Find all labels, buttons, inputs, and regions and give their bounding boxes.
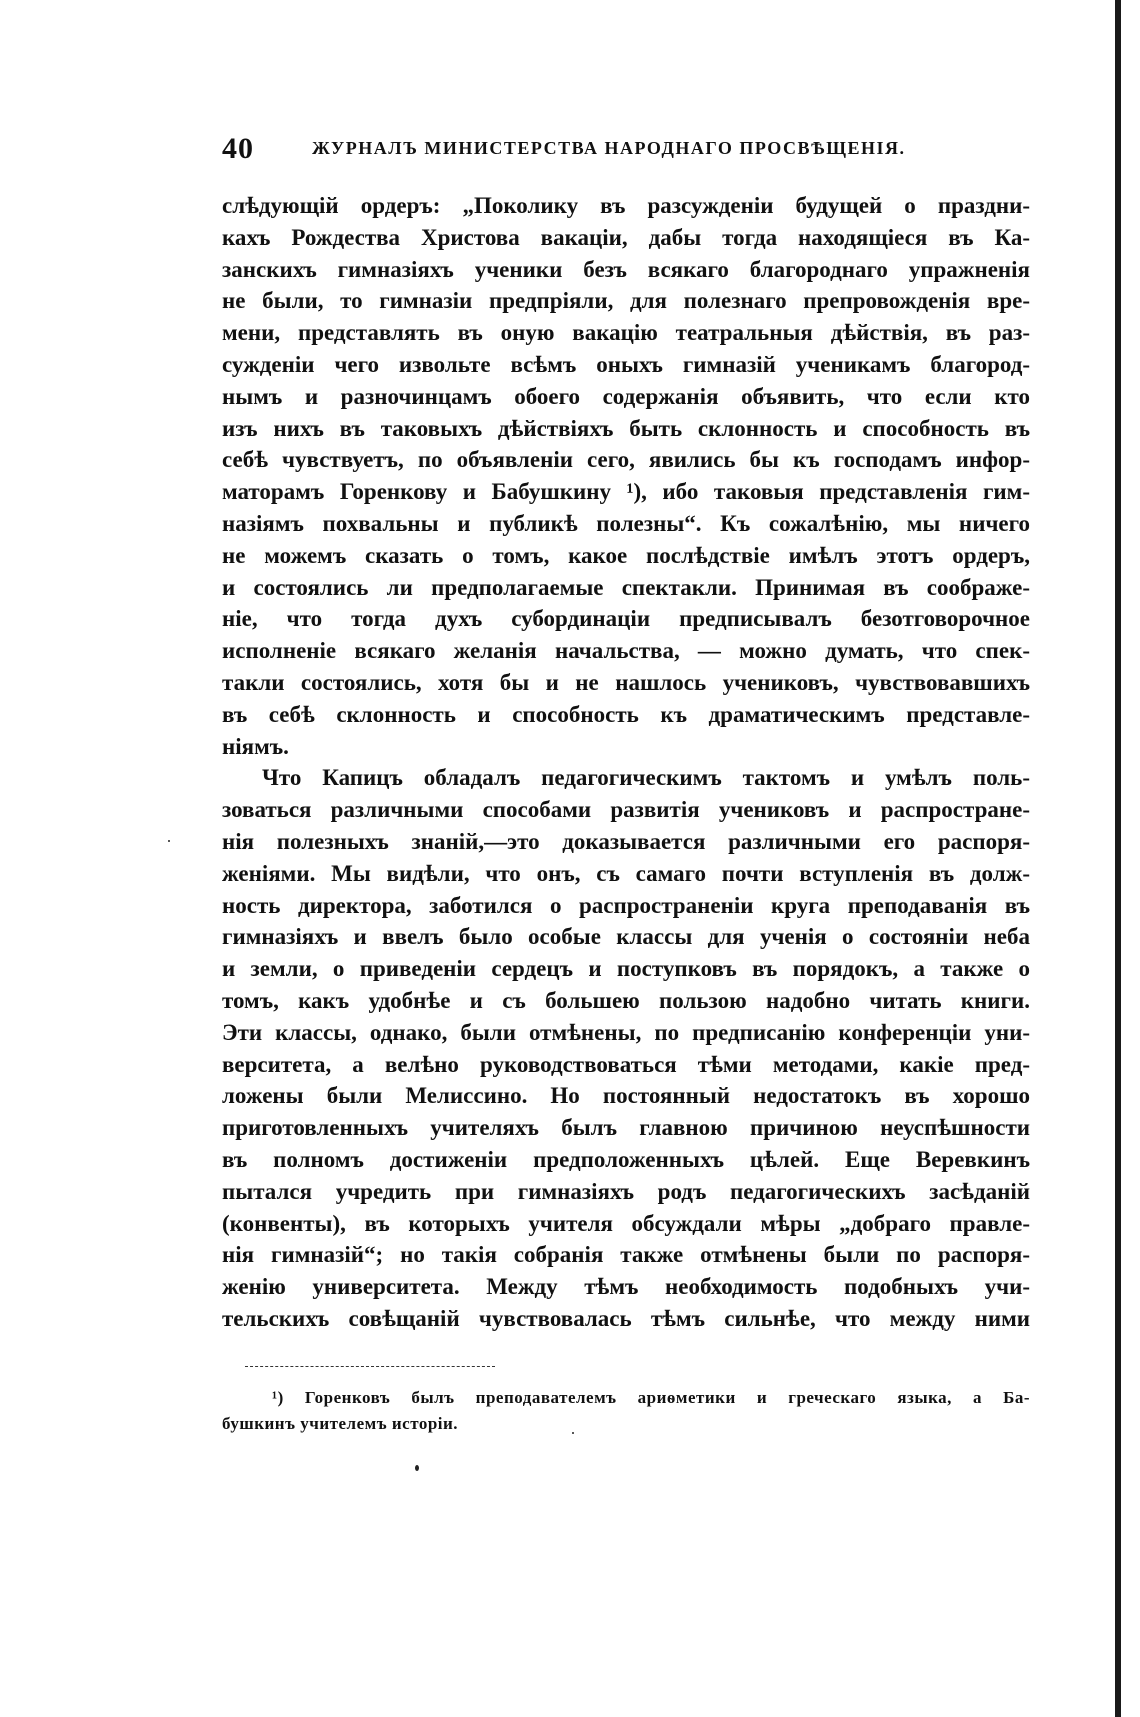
text-line: верситета, а велѣно руководствоваться тѣми методами, какіе пред- <box>222 1051 1030 1077</box>
text-line: занскихъ гимназіяхъ ученики безъ всякаго благороднаго упражненія <box>222 256 1030 282</box>
text-line: нія полезныхъ знаній,—это доказывается различными его распоря- <box>222 828 1030 854</box>
text-line: мени, представлять въ оную вакацію театральныя дѣйствія, въ раз- <box>222 320 1030 346</box>
running-head-title: ЖУРНАЛЪ МИНИСТЕРСТВА НАРОДНАГО ПРОСВѢЩЕНІЯ. <box>312 138 906 158</box>
running-header <box>222 132 967 172</box>
text-line: нымъ и разночинцамъ обоего содержанія объявить, что если кто <box>222 383 1030 409</box>
text-line: женію университета. Между тѣмъ необходимость подобныхъ учи- <box>222 1274 1030 1300</box>
footnote-separator <box>245 1366 495 1367</box>
text-line: такли состоялись, хотя бы и не нашлось учениковъ, чувствовавшихъ <box>222 669 1030 695</box>
text-line: зоваться различными способами развитія учениковъ и распростране- <box>222 797 1030 823</box>
text-line: ложены были Мелиссино. Но постоянный недостатокъ въ хорошо <box>222 1083 1030 1109</box>
ink-speck <box>572 1432 574 1434</box>
footnote-line: ¹) Горенковъ былъ преподавателемъ ариѳметики и греческаго языка, а Ба- <box>272 1388 1030 1407</box>
text-line: ность директора, заботился о распространеніи круга преподаванія въ <box>222 892 1030 918</box>
text-line: изъ нихъ въ таковыхъ дѣйствіяхъ быть склонность и способность въ <box>222 415 1030 441</box>
text-line: исполненіе всякаго желанія начальства, — можно думать, что спек- <box>222 638 1030 664</box>
text-line: не можемъ сказать о томъ, какое послѣдствіе имѣлъ этотъ ордеръ, <box>222 542 1030 568</box>
text-line: маторамъ Горенкову и Бабушкину ¹), ибо таковыя представленія гим- <box>222 479 1030 505</box>
page-number: 40 <box>222 132 254 165</box>
text-line: и состоялись ли предполагаемые спектакли. Принимая въ соображе- <box>222 574 1030 600</box>
ink-speck <box>168 840 170 842</box>
text-line: сужденіи чего извольте всѣмъ оныхъ гимназій ученикамъ благород- <box>222 351 1030 377</box>
text-line: (конвенты), въ которыхъ учителя обсуждали мѣры „добраго правле- <box>222 1210 1030 1236</box>
text-line: и земли, о приведеніи сердецъ и поступковъ въ порядокъ, а также о <box>222 956 1030 982</box>
text-line: приготовленныхъ учителяхъ былъ главною причиною неуспѣшности <box>222 1115 1030 1141</box>
text-line: ніе, что тогда духъ субординаціи предписывалъ безотговорочное <box>222 606 1030 632</box>
text-line: гимназіяхъ и ввелъ было особые классы для ученія о состояніи неба <box>222 924 1030 950</box>
text-line: слѣдующій ордеръ: „Поколику въ разсужденіи будущей о праздни- <box>222 193 1030 218</box>
page-edge-shadow <box>1115 0 1121 1717</box>
ink-speck <box>415 1465 419 1471</box>
text-line: Что Капицъ обладалъ педагогическимъ тактомъ и умѣлъ поль- <box>262 765 1030 791</box>
text-line: въ полномъ достиженіи предположенныхъ цѣлей. Еще Веревкинъ <box>222 1146 1030 1172</box>
text-line: не были, то гимназіи предпріяли, для полезнаго препровожденія вре- <box>222 288 1030 314</box>
text-line: тельскихъ совѣщаній чувствовалась тѣмъ сильнѣе, что между ними <box>222 1305 1030 1331</box>
text-line: себѣ чувствуетъ, по объявленіи сего, явились бы къ господамъ инфор- <box>222 447 1030 473</box>
footnote <box>222 1385 1030 1437</box>
text-line: въ себѣ склонность и способность къ драматическимъ представле- <box>222 701 1030 727</box>
text-line: Эти классы, однако, были отмѣнены, по предписанію конференціи уни- <box>222 1019 1030 1045</box>
text-line: женіями. Мы видѣли, что онъ, съ самаго почти вступленія въ долж- <box>222 860 1030 886</box>
text-line: назіямъ похвальны и публикѣ полезны“. Къ сожалѣнію, мы ничего <box>222 510 1030 536</box>
text-line: нія гимназій“; но такія собранія также отмѣнены были по распоря- <box>222 1242 1030 1268</box>
footnote-line: бушкинъ учителемъ исторіи. <box>222 1414 459 1433</box>
text-line: пытался учредить при гимназіяхъ родъ педагогическихъ засѣданій <box>222 1178 1030 1204</box>
text-line: ніямъ. <box>222 733 289 759</box>
text-line: томъ, какъ удобнѣе и съ большею пользою надобно читать книги. <box>222 987 1030 1013</box>
text-line: кахъ Рождества Христова вакаціи, дабы тогда находящіеся въ Ка- <box>222 224 1030 250</box>
main-text <box>222 190 1030 1335</box>
